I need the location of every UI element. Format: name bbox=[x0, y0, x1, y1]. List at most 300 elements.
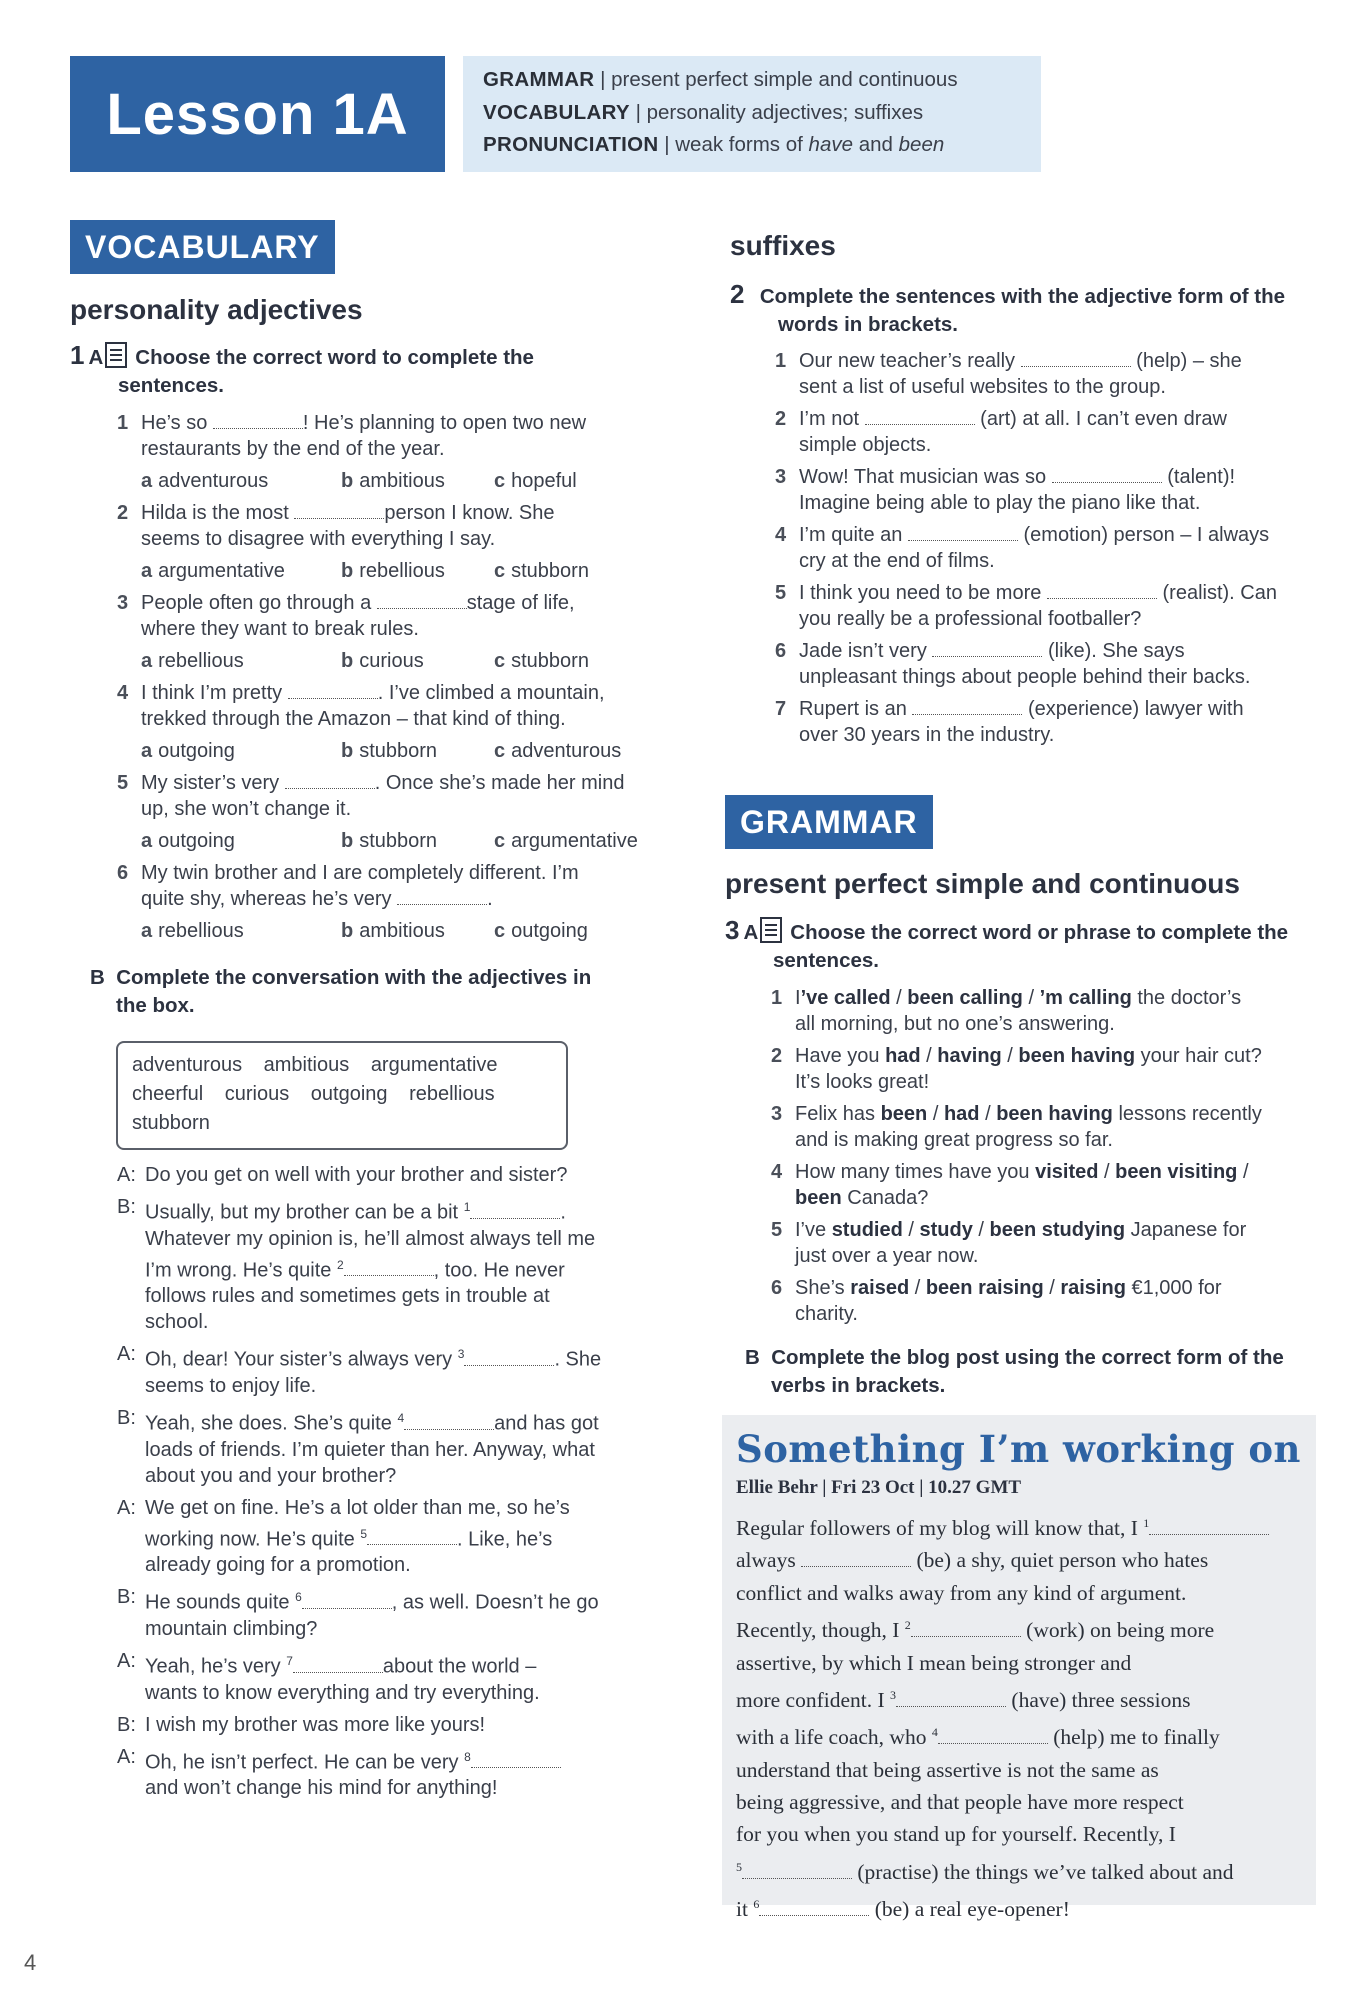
text: more confident. I bbox=[736, 1687, 885, 1712]
exercise-item bbox=[117, 590, 677, 674]
gap-number: 1 bbox=[463, 1200, 471, 1214]
blog-line bbox=[736, 1647, 1302, 1679]
text: Wow! That musician was so bbox=[799, 466, 1047, 488]
item-line-1 bbox=[141, 680, 605, 706]
dialogue-turn bbox=[117, 1712, 677, 1738]
exercise-item bbox=[775, 348, 1330, 400]
option-word: rebellious bbox=[158, 650, 244, 672]
option-letter: c bbox=[494, 470, 506, 492]
gap-number: 8 bbox=[464, 1749, 471, 1764]
dialogue-text bbox=[145, 1712, 485, 1738]
dialogue-text bbox=[145, 1162, 567, 1188]
option-word: adventurous bbox=[158, 470, 269, 492]
options bbox=[141, 648, 677, 674]
blog-line bbox=[736, 1577, 1302, 1609]
answer-blank[interactable] bbox=[213, 411, 303, 429]
exercise-item bbox=[775, 406, 1330, 458]
text: I’m not bbox=[799, 408, 860, 430]
box-word: stubborn bbox=[132, 1112, 210, 1134]
text: (emotion) person – I always bbox=[1023, 524, 1270, 546]
topic-grammar: GRAMMAR | present perfect simple and continuous bbox=[483, 68, 958, 91]
item-text bbox=[795, 985, 1241, 1037]
exercise-3a-instruction: 3 A Choose the correct word or phrase to complete the sentences. bbox=[725, 915, 1289, 972]
item-number: 7 bbox=[775, 698, 787, 720]
text: (be) a shy, quiet person who hates bbox=[916, 1548, 1209, 1573]
option-word: adventurous bbox=[511, 740, 622, 762]
item-number: 4 bbox=[117, 682, 129, 704]
item-number: 6 bbox=[117, 862, 129, 884]
text: How many times have you bbox=[795, 1161, 1036, 1183]
text: (help) me to finally bbox=[1053, 1725, 1220, 1750]
text: with a life coach, who bbox=[736, 1725, 927, 1750]
option[interactable] bbox=[341, 828, 494, 854]
item-text bbox=[795, 1275, 1222, 1327]
option-letter: b bbox=[341, 560, 354, 582]
item-line-1 bbox=[795, 1217, 1246, 1243]
text: Hilda is the most bbox=[141, 502, 289, 524]
text: I’m wrong. He’s quite bbox=[145, 1259, 332, 1282]
option[interactable] bbox=[494, 468, 644, 494]
option-letter: b bbox=[341, 470, 354, 492]
item-line bbox=[117, 590, 677, 642]
choice-option[interactable]: been calling bbox=[907, 987, 1023, 1009]
option-word: stubborn bbox=[359, 830, 438, 852]
exercise-3a-list bbox=[771, 985, 1336, 1333]
item-number: 1 bbox=[775, 350, 787, 372]
exercise-item bbox=[775, 638, 1330, 690]
option[interactable] bbox=[141, 558, 341, 584]
answer-blank[interactable] bbox=[404, 1412, 494, 1430]
option-word: hopeful bbox=[511, 470, 577, 492]
text: / bbox=[920, 1045, 938, 1067]
gap-number: 5 bbox=[360, 1526, 367, 1541]
option[interactable] bbox=[494, 828, 644, 854]
choice-option[interactable]: raising bbox=[1060, 1277, 1126, 1299]
blog-line bbox=[736, 1544, 1302, 1576]
text: conflict and walks away from any kind of argument. bbox=[736, 1580, 1187, 1605]
option-word: argumentative bbox=[511, 830, 638, 852]
item-line-2 bbox=[799, 606, 1277, 632]
dialogue-turn bbox=[117, 1648, 677, 1706]
options bbox=[141, 558, 677, 584]
dialogue-turn bbox=[117, 1341, 677, 1399]
answer-blank[interactable] bbox=[911, 1619, 1021, 1637]
text: / bbox=[909, 1277, 926, 1299]
text: Imagine being able to play the piano like that. bbox=[799, 492, 1201, 514]
choice-option[interactable]: been bbox=[880, 1103, 928, 1125]
speaker: A: bbox=[117, 1745, 136, 1768]
answer-blank[interactable] bbox=[865, 407, 975, 425]
option-letter: a bbox=[141, 740, 153, 762]
item-text bbox=[141, 500, 555, 552]
item-number: 2 bbox=[117, 502, 129, 524]
item-line-2 bbox=[795, 1069, 1262, 1095]
text: Japanese for bbox=[1125, 1219, 1247, 1241]
text: Yeah, she does. She’s quite bbox=[145, 1412, 392, 1435]
box-word: adventurous bbox=[132, 1054, 243, 1076]
text: Our new teacher’s really bbox=[799, 350, 1016, 372]
text: / bbox=[1098, 1161, 1116, 1183]
speaker: B: bbox=[117, 1196, 136, 1218]
item-line-2 bbox=[799, 722, 1244, 748]
exercise-1b-instruction: B Complete the conversation with the adjectives in the box. bbox=[90, 966, 592, 1017]
text: unpleasant things about people behind their backs. bbox=[799, 666, 1251, 688]
page-number: 4 bbox=[24, 1950, 37, 1975]
choice-option[interactable]: raised bbox=[850, 1277, 910, 1299]
text: follows rules and sometimes gets in trouble at bbox=[145, 1285, 550, 1308]
exercise-item bbox=[771, 1275, 1336, 1327]
item-text bbox=[795, 1217, 1246, 1269]
dialogue-line bbox=[145, 1712, 485, 1738]
option[interactable] bbox=[141, 468, 341, 494]
option-word: stubborn bbox=[511, 560, 589, 582]
item-number: 2 bbox=[775, 408, 787, 430]
box-word: rebellious bbox=[409, 1083, 495, 1105]
exercise-2-instruction: 2 Complete the sentences with the adjective form of the words in brackets. bbox=[730, 279, 1286, 336]
answer-blank[interactable] bbox=[1021, 349, 1131, 367]
dialogue-turn bbox=[117, 1162, 677, 1188]
blog-title: Something I’m working on bbox=[736, 1427, 1301, 1471]
blog-line bbox=[736, 1679, 1302, 1716]
text: assertive, by which I mean being stronger and bbox=[736, 1650, 1132, 1675]
answer-blank[interactable] bbox=[742, 1861, 852, 1879]
text: People often go through a bbox=[141, 592, 372, 614]
text: person I know. She bbox=[384, 502, 555, 524]
item-line-1 bbox=[799, 348, 1242, 374]
conversation bbox=[117, 1162, 677, 1807]
text: about you and your brother? bbox=[145, 1464, 397, 1487]
text: wants to know everything and try everything. bbox=[145, 1681, 540, 1704]
item-text bbox=[799, 696, 1244, 748]
gap-number: 2 bbox=[336, 1257, 344, 1272]
text: trekked through the Amazon – that kind of thing. bbox=[141, 708, 566, 730]
item-line-2 bbox=[799, 374, 1242, 400]
choice-option[interactable]: had bbox=[943, 1103, 980, 1125]
item-text bbox=[141, 590, 575, 642]
text: cry at the end of films. bbox=[799, 550, 995, 572]
option-word: rebellious bbox=[158, 920, 244, 942]
item-line bbox=[117, 500, 677, 552]
dialogue-line bbox=[145, 1341, 601, 1373]
answer-blank[interactable] bbox=[938, 1726, 1048, 1744]
option[interactable] bbox=[494, 648, 644, 674]
answer-blank[interactable] bbox=[288, 681, 378, 699]
item-text bbox=[141, 860, 579, 912]
item-line-1 bbox=[799, 696, 1244, 722]
text: She’s bbox=[795, 1277, 851, 1299]
dialogue-line bbox=[145, 1194, 595, 1226]
item-text bbox=[799, 580, 1277, 632]
exercise-item bbox=[771, 1101, 1336, 1153]
option[interactable] bbox=[141, 828, 341, 854]
choice-option[interactable]: been having bbox=[1018, 1045, 1136, 1067]
answer-blank[interactable] bbox=[908, 523, 1018, 541]
item-text bbox=[141, 410, 586, 462]
item-line bbox=[117, 860, 677, 912]
option-word: stubborn bbox=[511, 650, 589, 672]
item-line-1 bbox=[799, 406, 1227, 432]
choice-option[interactable]: been studying bbox=[989, 1219, 1126, 1241]
speaker: A: bbox=[117, 1649, 136, 1672]
option[interactable] bbox=[341, 558, 494, 584]
present-perfect-heading: present perfect simple and continuous bbox=[725, 868, 1240, 899]
item-line-2 bbox=[795, 1011, 1241, 1037]
item-line bbox=[117, 410, 677, 462]
blog-line bbox=[736, 1851, 1302, 1888]
dialogue-turn bbox=[117, 1405, 677, 1489]
text: . I’ve climbed a mountain, bbox=[377, 682, 605, 704]
option-word: outgoing bbox=[158, 830, 235, 852]
answer-blank[interactable] bbox=[1047, 581, 1157, 599]
text: Jade isn’t very bbox=[799, 640, 927, 662]
item-number: 4 bbox=[771, 1161, 783, 1183]
dialogue-line bbox=[145, 1680, 540, 1706]
option-letter: a bbox=[141, 470, 153, 492]
text: stage of life, bbox=[466, 592, 575, 614]
exercise-1a-instruction: 1 A Choose the correct word to complete the sentences. bbox=[70, 340, 534, 397]
option[interactable] bbox=[341, 738, 494, 764]
answer-blank[interactable] bbox=[471, 1750, 561, 1768]
item-line-1 bbox=[795, 1159, 1249, 1185]
text: (practise) the things we’ve talked about and bbox=[857, 1859, 1234, 1884]
answer-blank[interactable] bbox=[367, 1527, 457, 1545]
item-line-1 bbox=[799, 464, 1235, 490]
option-letter: b bbox=[341, 740, 354, 762]
text: . Like, he’s bbox=[457, 1528, 553, 1551]
text: Do you get on well with your brother and sister? bbox=[145, 1164, 568, 1186]
answer-blank[interactable] bbox=[932, 639, 1042, 657]
blog-meta: Ellie Behr | Fri 23 Oct | 10.27 GMT bbox=[736, 1477, 1022, 1498]
item-line-1 bbox=[799, 522, 1269, 548]
option[interactable] bbox=[494, 918, 644, 944]
option-word: curious bbox=[359, 650, 424, 672]
answer-blank[interactable] bbox=[896, 1689, 1006, 1707]
blog-post bbox=[722, 1415, 1316, 1922]
exercise-item bbox=[775, 580, 1330, 632]
text: (art) at all. I can’t even draw bbox=[980, 408, 1227, 430]
answer-blank[interactable] bbox=[344, 1258, 434, 1276]
option-letter: a bbox=[141, 920, 153, 942]
option-word: argumentative bbox=[158, 560, 285, 582]
text: (experience) lawyer with bbox=[1027, 698, 1244, 720]
text: / bbox=[1022, 987, 1040, 1009]
item-line-1 bbox=[795, 1275, 1222, 1301]
answer-blank[interactable] bbox=[470, 1201, 560, 1219]
dialogue-text bbox=[145, 1584, 599, 1642]
text: Recently, though, I bbox=[736, 1618, 900, 1643]
item-line-1 bbox=[795, 1043, 1262, 1069]
choice-option[interactable]: been visiting bbox=[1115, 1161, 1238, 1183]
personality-adjectives-heading: personality adjectives bbox=[70, 294, 363, 325]
answer-blank[interactable] bbox=[1052, 465, 1162, 483]
item-line-1 bbox=[141, 770, 625, 796]
exercise-2-list bbox=[775, 348, 1330, 754]
speaker: A: bbox=[117, 1496, 136, 1519]
text: I think you need to be more bbox=[799, 582, 1042, 604]
item-number: 4 bbox=[775, 524, 787, 546]
dialogue-line bbox=[145, 1584, 599, 1616]
option[interactable] bbox=[341, 918, 494, 944]
dialogue-line bbox=[145, 1373, 601, 1399]
dialogue-line bbox=[145, 1616, 599, 1642]
answer-blank[interactable] bbox=[801, 1549, 911, 1567]
gap-number: 6 bbox=[295, 1590, 302, 1605]
dialogue-line bbox=[145, 1283, 595, 1309]
choice-option[interactable]: been having bbox=[996, 1103, 1113, 1125]
choice-option[interactable]: ’ve called bbox=[800, 987, 891, 1009]
answer-blank[interactable] bbox=[285, 771, 375, 789]
choice-option[interactable]: been bbox=[795, 1187, 842, 1209]
document-icon bbox=[760, 917, 782, 943]
choice-option[interactable]: having bbox=[937, 1045, 1002, 1067]
text: Regular followers of my blog will know that, I bbox=[736, 1516, 1138, 1541]
gap-number: 7 bbox=[286, 1653, 293, 1668]
answer-blank[interactable] bbox=[759, 1898, 869, 1916]
choice-option[interactable]: studied bbox=[831, 1219, 903, 1241]
text: just over a year now. bbox=[795, 1245, 979, 1267]
box-word: outgoing bbox=[310, 1083, 388, 1105]
item-line bbox=[117, 680, 677, 732]
item-number: 6 bbox=[775, 640, 787, 662]
choice-option[interactable]: had bbox=[885, 1045, 921, 1067]
dialogue-line bbox=[145, 1648, 540, 1680]
text: about the world – bbox=[382, 1655, 537, 1678]
choice-option[interactable]: study bbox=[919, 1219, 973, 1241]
item-text bbox=[795, 1159, 1249, 1211]
item-line-1 bbox=[141, 590, 575, 616]
answer-blank[interactable] bbox=[302, 1591, 392, 1609]
text: / bbox=[1043, 1277, 1061, 1299]
exercise-item bbox=[771, 1159, 1336, 1211]
dialogue-line bbox=[145, 1309, 595, 1335]
answer-blank[interactable] bbox=[464, 1348, 554, 1366]
text: / bbox=[1237, 1161, 1249, 1183]
dialogue-line bbox=[145, 1463, 599, 1489]
text: and won’t change his mind for anything! bbox=[145, 1777, 498, 1800]
item-text bbox=[799, 522, 1269, 574]
item-line-2 bbox=[795, 1185, 1249, 1211]
option[interactable] bbox=[494, 558, 644, 584]
blog-line bbox=[736, 1609, 1302, 1646]
item-text bbox=[799, 464, 1235, 516]
option-letter: c bbox=[494, 560, 506, 582]
text: . bbox=[487, 888, 493, 910]
text: / bbox=[902, 1219, 920, 1241]
exercise-item bbox=[771, 1217, 1336, 1269]
option[interactable] bbox=[141, 918, 341, 944]
option-letter: b bbox=[341, 830, 354, 852]
text: your hair cut? bbox=[1135, 1045, 1262, 1067]
option-word: outgoing bbox=[511, 920, 588, 942]
speaker: A: bbox=[117, 1343, 136, 1366]
option[interactable] bbox=[494, 738, 644, 764]
text: Yeah, he’s very bbox=[145, 1655, 281, 1678]
text: (realist). Can bbox=[1162, 582, 1277, 604]
answer-blank[interactable] bbox=[293, 1655, 383, 1673]
text: My sister’s very bbox=[141, 772, 280, 794]
dialogue-turn bbox=[117, 1194, 677, 1335]
option-word: stubborn bbox=[359, 740, 438, 762]
item-line-2 bbox=[141, 796, 625, 822]
answer-blank[interactable] bbox=[1149, 1517, 1269, 1535]
item-line-1 bbox=[795, 985, 1241, 1011]
lesson-title: Lesson 1A bbox=[70, 56, 445, 172]
option[interactable] bbox=[341, 648, 494, 674]
text: always bbox=[736, 1548, 796, 1573]
text: I bbox=[795, 987, 801, 1009]
dialogue-line bbox=[145, 1437, 599, 1463]
box-word: argumentative bbox=[370, 1054, 498, 1076]
text: (be) a real eye-opener! bbox=[874, 1897, 1070, 1922]
answer-blank[interactable] bbox=[912, 697, 1022, 715]
text: the doctor’s bbox=[1131, 987, 1242, 1009]
exercise-item bbox=[775, 696, 1330, 748]
text: over 30 years in the industry. bbox=[799, 724, 1055, 746]
text: (talent)! bbox=[1167, 466, 1236, 488]
text: We get on fine. He’s a lot older than me, so he’s bbox=[145, 1496, 570, 1519]
option-letter: b bbox=[341, 650, 354, 672]
text: I’ve bbox=[795, 1219, 832, 1241]
item-line-2 bbox=[141, 886, 579, 912]
speaker: B: bbox=[117, 1713, 136, 1736]
text: (help) – she bbox=[1136, 350, 1242, 372]
option[interactable] bbox=[141, 738, 341, 764]
dialogue-line bbox=[145, 1495, 570, 1521]
text: and is making great progress so far. bbox=[795, 1129, 1113, 1151]
dialogue-turn bbox=[117, 1584, 677, 1642]
dialogue-text bbox=[145, 1648, 540, 1706]
text: charity. bbox=[795, 1303, 858, 1325]
exercise-item bbox=[775, 522, 1330, 574]
item-text bbox=[141, 680, 605, 732]
lesson-topics bbox=[463, 56, 1041, 172]
dialogue-line bbox=[145, 1775, 561, 1801]
item-number: 5 bbox=[771, 1219, 783, 1241]
option-word: rebellious bbox=[359, 560, 445, 582]
text: loads of friends. I’m quieter than her. Anyway, what bbox=[145, 1438, 595, 1461]
text: I think I’m pretty bbox=[141, 682, 283, 704]
choice-option[interactable]: visited bbox=[1035, 1161, 1099, 1183]
answer-blank[interactable] bbox=[397, 887, 487, 905]
dialogue-text bbox=[145, 1495, 570, 1579]
text: you really be a professional footballer? bbox=[799, 608, 1142, 630]
option[interactable] bbox=[141, 648, 341, 674]
blog-line bbox=[736, 1716, 1302, 1753]
text: quite shy, whereas he’s very bbox=[141, 888, 392, 910]
text: ! He’s planning to open two new bbox=[302, 412, 587, 434]
dialogue-line bbox=[145, 1226, 595, 1252]
option-letter: c bbox=[494, 740, 506, 762]
item-line-2 bbox=[799, 664, 1250, 690]
option[interactable] bbox=[341, 468, 494, 494]
text: , as well. Doesn’t he go bbox=[391, 1591, 599, 1614]
choice-option[interactable]: been raising bbox=[925, 1277, 1044, 1299]
text: / bbox=[972, 1219, 990, 1241]
answer-blank[interactable] bbox=[294, 501, 384, 519]
item-line bbox=[117, 770, 677, 822]
text: My twin brother and I are completely different. I’m bbox=[141, 862, 579, 884]
exercise-item bbox=[117, 500, 677, 584]
options bbox=[141, 468, 677, 494]
answer-blank[interactable] bbox=[377, 591, 467, 609]
option-letter: a bbox=[141, 830, 153, 852]
exercise-item bbox=[771, 1043, 1336, 1095]
text: it bbox=[736, 1897, 748, 1922]
text: / bbox=[979, 1103, 997, 1125]
gap-number: 5 bbox=[736, 1859, 742, 1874]
item-text bbox=[799, 638, 1250, 690]
choice-option[interactable]: ’m calling bbox=[1039, 987, 1132, 1009]
